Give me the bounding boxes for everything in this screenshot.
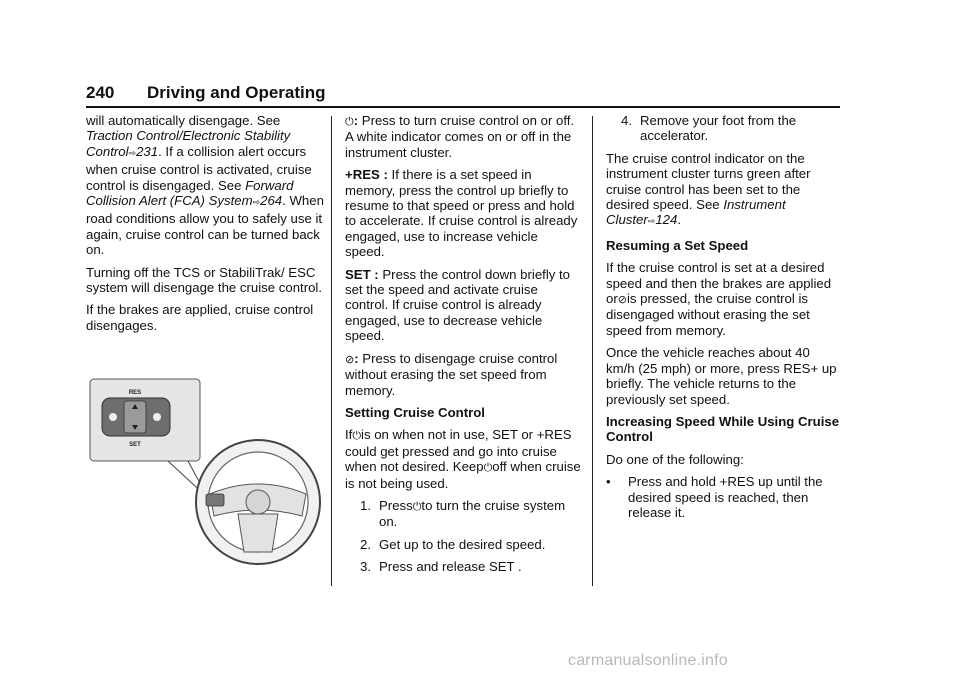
paragraph-tcs: Turning off the TCS or StabiliTrak/ ESC system will disengage the cruise control. — [86, 264, 323, 296]
paragraph-res: +RES : If there is a set speed in memory, press the control up briefly to resume to that speed or press and hold to accelerate. If cruise control is already engaged, use to increase vehicle speed. — [345, 167, 578, 260]
list-item: 1. Press⏻to turn the cruise system on. — [360, 497, 566, 530]
page-ref-arrow-icon: ⇨ — [128, 148, 137, 159]
heading-setting-cruise: Setting Cruise Control — [345, 404, 485, 420]
paragraph-resume-speed: Once the vehicle reaches about 40 km/h (25 mph) or more, press RES+ up briefly. The vehicle returns to the previously set speed. — [606, 345, 837, 407]
page-ref-231[interactable]: 231 — [136, 143, 159, 159]
paragraph-do-one: Do one of the following: — [606, 451, 744, 467]
cancel-icon — [109, 413, 117, 421]
column-2 — [345, 113, 581, 582]
column-divider-2 — [592, 116, 593, 586]
link-forward-collision-alert[interactable]: Forward Collision Alert (FCA) System — [86, 177, 294, 209]
steering-wheel-controls-figure — [88, 376, 323, 576]
heading-increasing: Increasing Speed While Using Cruise Control — [606, 413, 840, 445]
svg-text:RES: RES — [128, 390, 142, 396]
wheel-cruise-buttons — [206, 494, 224, 506]
paragraph-cruise-on-off: ⏻: Press to turn cruise control on or off. A white indicator comes on or off in the instrument cluster. — [345, 113, 575, 160]
link-instrument-cluster[interactable]: Instrument Cluster — [606, 197, 786, 228]
link-traction-control[interactable]: Traction Control/Electronic Stability Control — [86, 128, 291, 159]
paragraph-resume-brakes: If the cruise control is set at a desired speed and then the brakes are applied or⊘is pressed, the cruise control is disengaged without erasing the set speed from memory. — [606, 260, 832, 338]
list-item: 4. Remove your foot from the accelerator. — [621, 113, 797, 144]
page-ref-arrow-icon: ⇨ — [252, 198, 261, 209]
list-item: • Press and hold +RES up until the desired speed is reached, then release it. — [606, 474, 823, 520]
list-item: 2. Get up to the desired speed. — [360, 536, 546, 552]
cruise-on-off-icon: ⏻ — [352, 429, 362, 443]
cruise-on-off-icon — [153, 413, 161, 421]
column-divider-1 — [331, 116, 332, 586]
column-1 — [86, 113, 324, 340]
cruise-on-off-icon: ⏻ — [412, 499, 422, 513]
cruise-on-off-icon: ⏻ — [345, 115, 354, 128]
paragraph-cancel: ⊘: Press to disengage cruise control without erasing the set speed from memory. — [345, 350, 558, 398]
section-title: Driving and Operating — [147, 83, 326, 102]
page-header — [86, 83, 840, 107]
cruise-on-off-icon: ⏻ — [483, 461, 493, 475]
page-number: 240 — [86, 83, 115, 102]
header-rule — [86, 106, 840, 108]
paragraph-auto-disengage: will automatically disengage. See Traction Control/Electronic Stability Control⇨231. If a collision alert occurs when cruise control is activated, cruise control is disengaged. See Forward Collision Alert (FCA) System⇨264. When road conditions allow you to safely use it again, cruise control can be turned back on. — [86, 113, 324, 258]
paragraph-if-on: If⏻is on when not in use, SET or +RES could get pressed and go into cruise when not desired. Keep⏻off when cruise is not being used. — [345, 427, 581, 491]
page-ref-124[interactable]: 124 — [655, 212, 678, 228]
list-item: 3. Press and release SET . — [360, 559, 522, 575]
page-ref-arrow-icon: ⇨ — [647, 217, 656, 228]
cancel-icon: ⊘ — [345, 352, 355, 366]
watermark: carmanualsonline.info — [568, 652, 728, 669]
heading-resuming: Resuming a Set Speed — [606, 237, 749, 253]
column-3 — [606, 113, 842, 527]
cancel-icon: ⊘ — [617, 293, 627, 307]
svg-text:SET: SET — [129, 442, 141, 448]
paragraph-set: SET : Press the control down briefly to set the speed and activate cruise control. If cruise control is already engaged, use to decrease vehicle speed. — [345, 266, 571, 344]
paragraph-brakes: If the brakes are applied, cruise control disengages. — [86, 302, 314, 333]
page-ref-264[interactable]: 264 — [260, 193, 283, 209]
paragraph-indicator: The cruise control indicator on the instrument cluster turns green after cruise control has been set to the desired speed. See Instrument Cluster⇨124. — [606, 150, 811, 228]
